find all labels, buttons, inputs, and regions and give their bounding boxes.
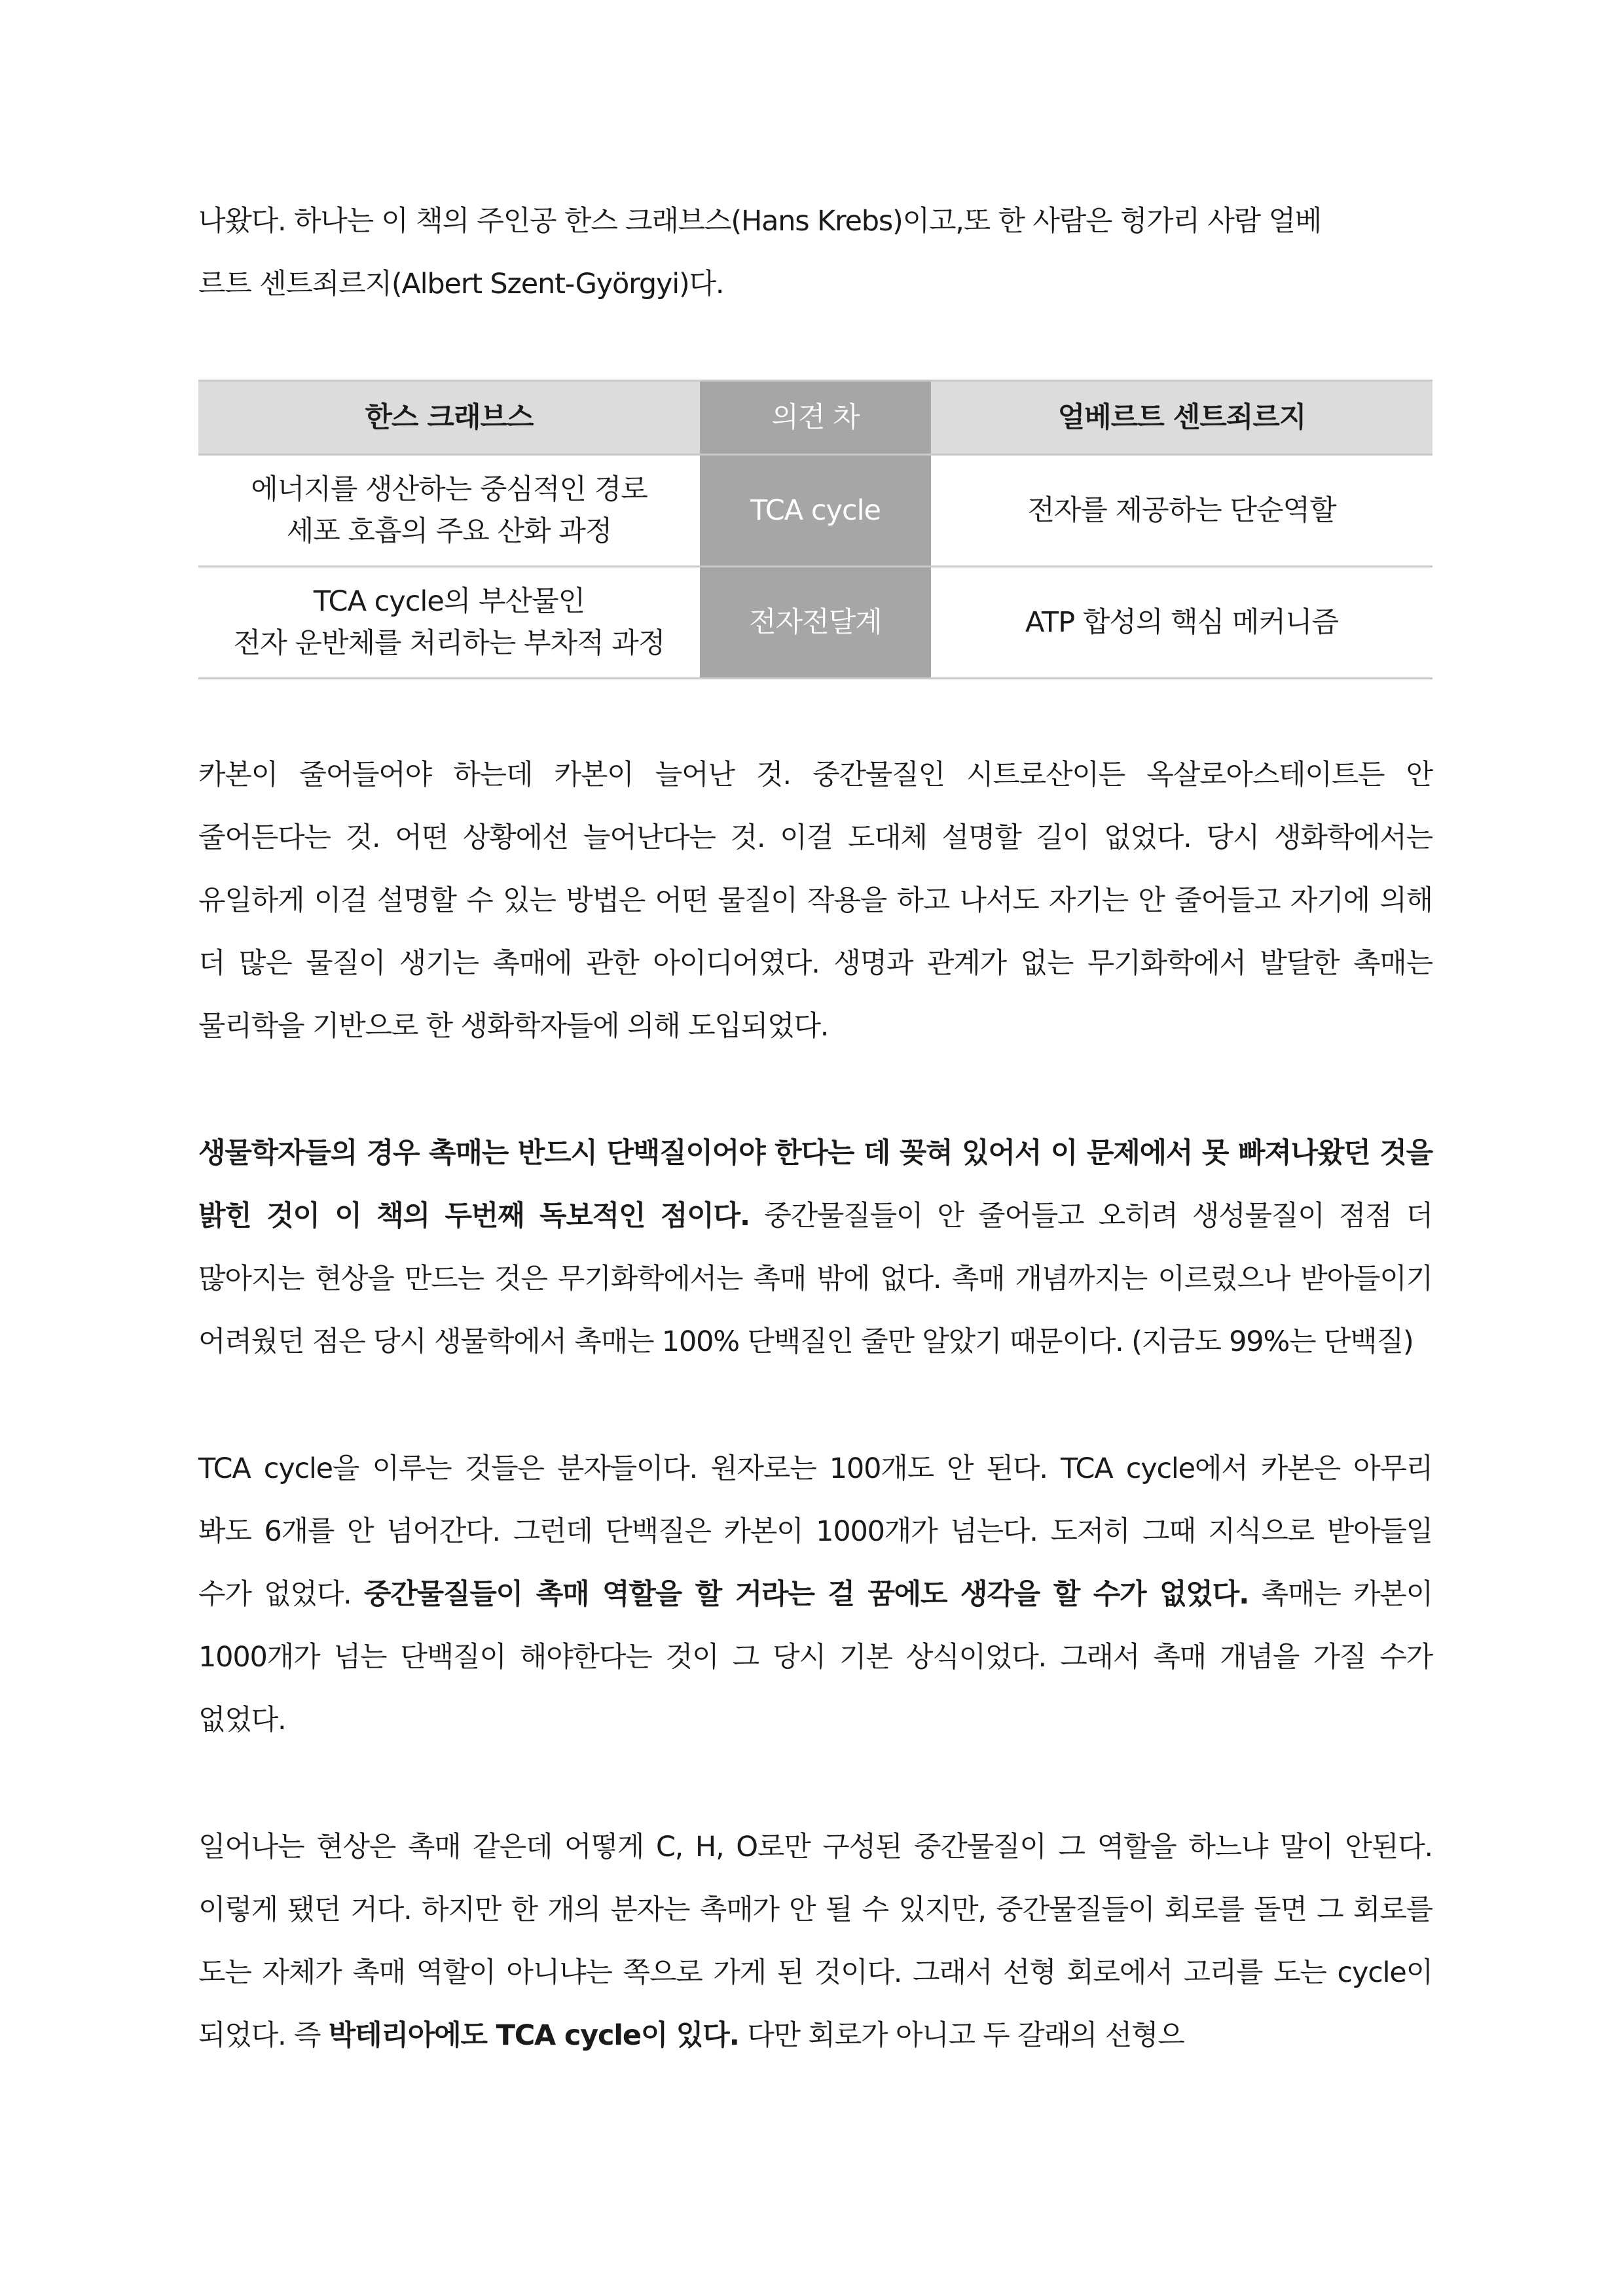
cell-line: 세포 호흡의 주요 산화 과정 [286, 515, 612, 548]
header-difference: 의견 차 [700, 381, 931, 455]
table-header-row [198, 381, 1432, 455]
topic-cell: 전자전달계 [700, 567, 931, 679]
topic-cell: TCA cycle [700, 455, 931, 567]
intro-line-2: 르트 센트죄르지(Albert Szent-Györgyi)다. [198, 268, 724, 300]
bold-emphasis: 생물학자들의 경우 촉매는 반드시 단백질이어야 한다는 데 꽂혀 있어서 이 문제에서 못 빠져나왔던 것을 밝힌 것이 이 책의 두번째 독보적인 점이다. [198, 1137, 1432, 1232]
header-krebs: 한스 크래브스 [198, 381, 700, 455]
paragraph-cycle [198, 1816, 1432, 2067]
document-page [198, 190, 1432, 2067]
bold-emphasis: 박테리아에도 TCA cycle이 있다. [328, 2019, 739, 2052]
bold-emphasis: 중간물질들이 촉매 역할을 할 거라는 걸 꿈에도 생각을 할 수가 없었다. [363, 1578, 1249, 1611]
header-szent-gyorgyi: 얼베르트 센트죄르지 [931, 381, 1432, 455]
spacer [198, 679, 1432, 744]
table-row [198, 455, 1432, 567]
paragraph-text: 일어나는 현상은 촉매 같은데 어떻게 C, H, O로만 구성된 중간물질이 그 역할을 하느냐 말이 안된다. 이렇게 됐던 거다. 하지만 한 개의 분자는 촉매가 안 될 수 있지만, 중간물질들이 회로를 돌면 그 회로를 도는 자체가 촉매 역할이 아니냐는 쪽으로 가게 된 것이다. 그래서 선형 회로에서 고리를 도는 cycle이 되었다. 즉 [198, 1831, 1432, 2052]
szent-gyorgyi-view-cell: ATP 합성의 핵심 메커니즘 [931, 567, 1432, 679]
comparison-table [198, 380, 1432, 679]
intro-paragraph [198, 190, 1432, 315]
paragraph-molecules [198, 1437, 1432, 1751]
paragraph-catalyst-protein [198, 1122, 1432, 1373]
szent-gyorgyi-view-cell: 전자를 제공하는 단순역할 [931, 455, 1432, 567]
table-row [198, 567, 1432, 679]
intro-line-1: 나왔다. 하나는 이 책의 주인공 한스 크래브스(Hans Krebs)이고,또 한 사람은 헝가리 사람 얼베 [198, 205, 1322, 238]
paragraph-text: 다만 회로가 아니고 두 갈래의 선형으 [739, 2019, 1184, 2052]
cell-line: 에너지를 생산하는 중심적인 경로 [251, 473, 647, 506]
paragraph-text: 중간물질들이 안 줄어들고 오히려 생성물질이 점점 더 많아지는 현상을 만드는 것은 무기화학에서는 촉매 밖에 없다. 촉매 개념까지는 이르렀으나 받아들이기 어려웠던 점은 당시 생물학에서 촉매는 100% 단백질인 줄만 알았기 때문이다. (지금도 99%는 단백질) [198, 1200, 1432, 1358]
krebs-view-cell [198, 455, 700, 567]
paragraph-text: TCA cycle을 이루는 것들은 분자들이다. 원자로는 100개도 안 된다. TCA cycle에서 카본은 아무리 봐도 6개를 안 넘어간다. 그런데 단백질은 카본이 1000개가 넘는다. 도저히 그때 지식으로 받아들일 수가 없었다. [198, 1452, 1432, 1611]
spacer [198, 1373, 1432, 1437]
paragraph-text: 촉매는 카본이 1000개가 넘는 단백질이 해야한다는 것이 그 당시 기본 상식이었다. 그래서 촉매 개념을 가질 수가 없었다. [198, 1578, 1432, 1736]
spacer [198, 1751, 1432, 1816]
krebs-view-cell [198, 567, 700, 679]
spacer [198, 1058, 1432, 1122]
paragraph-carbon: 카본이 줄어들어야 하는데 카본이 늘어난 것. 중간물질인 시트로산이든 옥살로아스테이트든 안 줄어든다는 것. 어떤 상황에선 늘어난다는 것. 이걸 도대체 설명할 길이 없었다. 당시 생화학에서는 유일하게 이걸 설명할 수 있는 방법은 어떤 물질이 작용을 하고 나서도 자기는 안 줄어들고 자기에 의해 더 많은 물질이 생기는 촉매에 관한 아이디어였다. 생명과 관계가 없는 무기화학에서 발달한 촉매는 물리학을 기반으로 한 생화학자들에 의해 도입되었다. [198, 759, 1432, 1043]
cell-line: 전자 운반체를 처리하는 부차적 과정 [233, 627, 665, 660]
cell-line: TCA cycle의 부산물인 [313, 585, 585, 618]
